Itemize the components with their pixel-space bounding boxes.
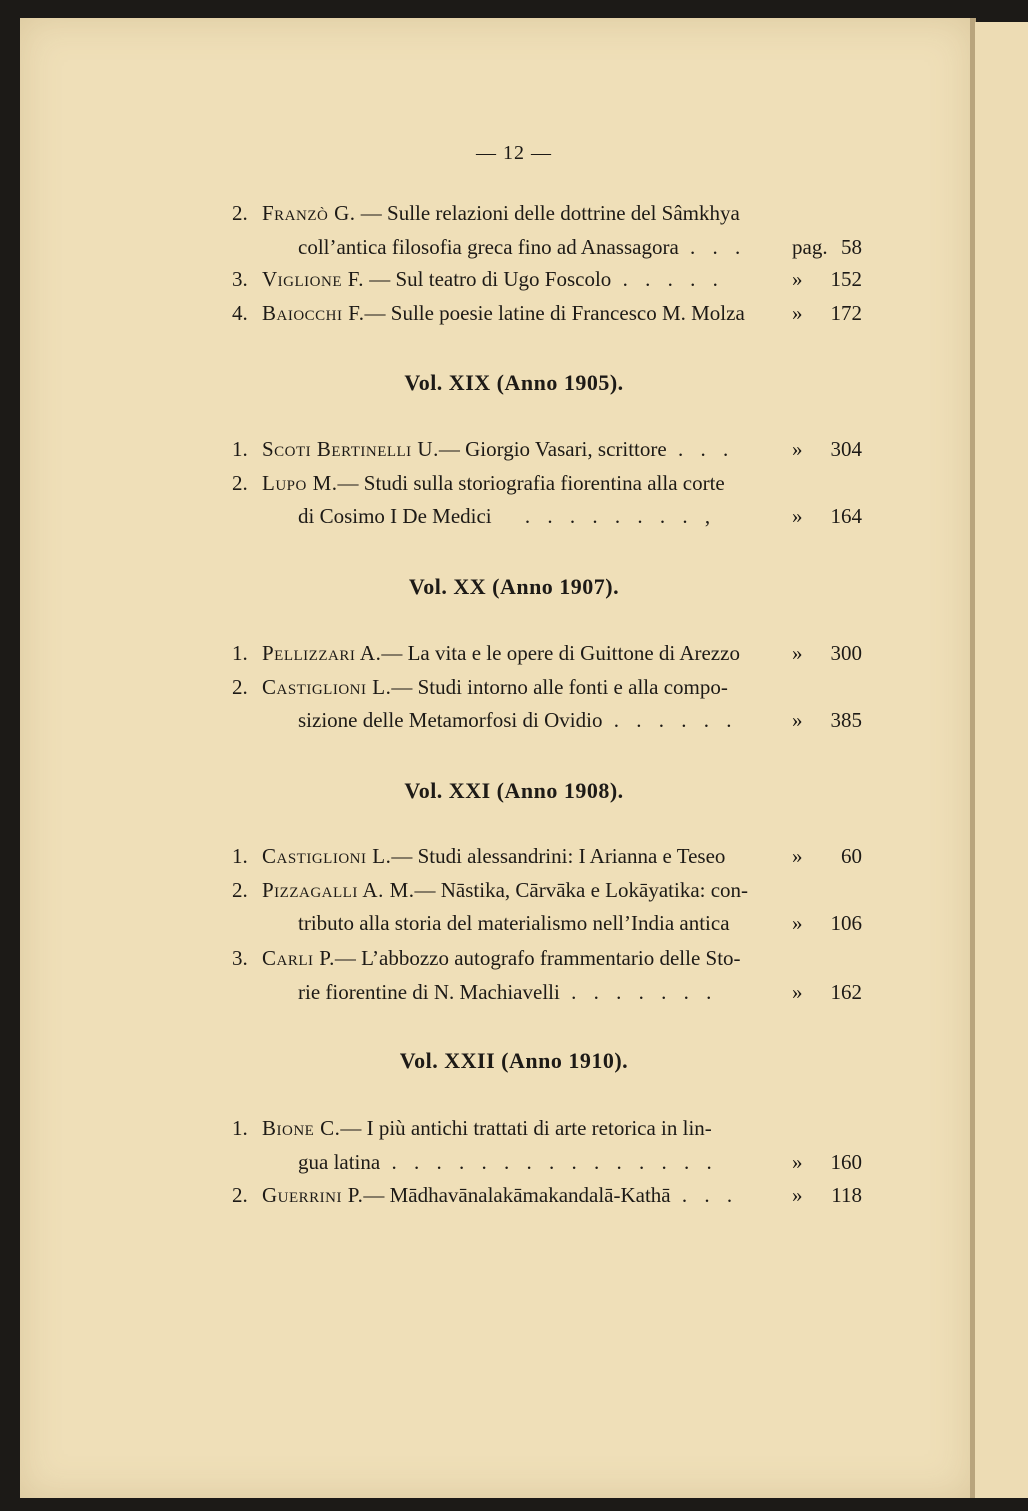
volume-heading: Vol. XXI (Anno 1908). [404,778,624,803]
entry-author: Carli P. [262,946,335,970]
entry-author: Pizzagalli A. M. [262,878,415,902]
page-ref-mark: » [792,267,803,291]
page-ref: 152 [830,267,862,291]
entry-number: 1. [232,1116,248,1140]
entry-title: Nāstika, Cārvāka e Lokāyatika: con- [440,878,749,902]
page-ref: 160 [830,1150,862,1174]
entry-author: Baiocchi F. [262,301,365,325]
entry-number: 1. [232,844,248,868]
page-ref: 118 [831,1183,862,1207]
page-ref-mark: » [792,1183,803,1207]
entry-author: Viglione F. [262,267,364,291]
entry-title: I più antichi trattati di arte retorica in lin- [366,1116,712,1140]
volume-heading: Vol. XX (Anno 1907). [408,574,620,599]
page-number: — 12 — [476,142,552,164]
page-ref: 106 [830,911,862,935]
entry-title: Sulle relazioni delle dottrine del Sâmkhya [387,201,740,225]
page-ref-mark: » [792,844,803,868]
entry-number: 2. [232,675,248,699]
page-ref: 385 [830,708,862,732]
entry-number: 2. [232,201,248,225]
page-ref: 162 [830,980,862,1004]
page-ref: 58 [841,235,862,259]
entry-title: La vita e le opere di Guittone di Arezzo [407,641,740,665]
entry-number: 3. [232,267,248,291]
entry-number: 4. [232,301,248,325]
page-ref-mark: » [792,437,803,461]
entry-author: Lupo M. [262,471,338,495]
page-ref-mark: pag. [792,235,828,259]
entry-title: Studi intorno alle fonti e alla compo- [417,675,728,699]
entry-title: Studi alessandrini: I Arianna e Teseo [417,844,726,868]
entry-number: 1. [232,641,248,665]
entry-title: Studi sulla storiografia fiorentina alla corte [363,471,725,495]
entry-title: L’abbozzo autografo frammentario delle Sto- [361,946,741,970]
page-ref: 300 [830,641,862,665]
entry-number: 2. [232,471,248,495]
entry-number: 2. [232,878,248,902]
entry-number: 2. [232,1183,248,1207]
entry-author: Guerrini P. [262,1183,364,1207]
page-ref-mark: » [792,980,803,1004]
page-ref-mark: » [792,708,803,732]
volume-heading: Vol. XXII (Anno 1910). [399,1048,629,1073]
page-text: — 12 — 2. Franzò G. — Sulle relazioni delle dottrine del Sâmkhya coll’antica filosofia greca fino ad Anassagora . . . pag. 58 3. Viglione F. — Sul teatro di Ugo Foscolo . . . . . » 152 4. Baiocchi F.— Sulle poesie latine di Francesco M. Molza » 172 Vol. XIX (Anno 1905). 1. Scoti Bertinelli U.— Giorgio Vasari, scrittore . . . » 304 2. Lupo M.— Studi sulla storiografia fiorentina alla corte di Cosimo I De Medici . . . . . . . . , » 164 Vol. XX (Anno 1907). 1. Pellizzari A.— La vita e le opere di Guittone di Arezzo » 300 2. Castiglioni L.— Studi intorno alle fonti e alla compo- sizione delle Metamorfosi di Ovidio . . . . . . » 385 Vol. XXI (Anno 1908). 1. Castiglioni L.— Studi alessandrini: I Arianna e Teseo » 60 2. Pizzagalli A. M.— Nāstika, Cārvāka e Lokāyatika: con- tributo alla storia del materialismo nell’India antica » 106 3. Carli P.— L’abbozzo autografo frammentario delle Sto- rie fiorentine di N. Machiavelli . . . . . . . » 162 Vol. XXII (Anno 1910). 1. Bione C.— I più antichi trattati di arte retorica in lin- gua latina . . . . . . . . . . . . . . . » 160 2. Guerrini P.— Mādhavānalakāmakandalā-Kathā . . . » 118 [0,0,1028,1511]
entry-title: Giorgio Vasari, scrittore [465,437,667,461]
entry-author: Franzò G. [262,201,356,225]
entry-author: Castiglioni L. [262,675,392,699]
page-ref-mark: » [792,641,803,665]
page-ref-mark: » [792,911,803,935]
volume-heading: Vol. XIX (Anno 1905). [404,370,624,395]
entry-title: Sulle poesie latine di Francesco M. Molza [390,301,745,325]
page-ref-mark: » [792,301,803,325]
page-ref: 164 [830,504,862,528]
entry-author: Scoti Bertinelli U. [262,437,439,461]
page-ref-mark: » [792,504,803,528]
page-ref: 60 [841,844,862,868]
entry-author: Castiglioni L. [262,844,392,868]
entry-author: Bione C. [262,1116,341,1140]
entry-title: Sul teatro di Ugo Foscolo [395,267,612,291]
entry-number: 3. [232,946,248,970]
page-ref: 172 [830,301,862,325]
page-ref: 304 [830,437,862,461]
entry-number: 1. [232,437,248,461]
page-ref-mark: » [792,1150,803,1174]
entry-author: Pellizzari A. [262,641,382,665]
entry-title: Mādhavānalakāmakandalā-Kathā [389,1183,671,1207]
